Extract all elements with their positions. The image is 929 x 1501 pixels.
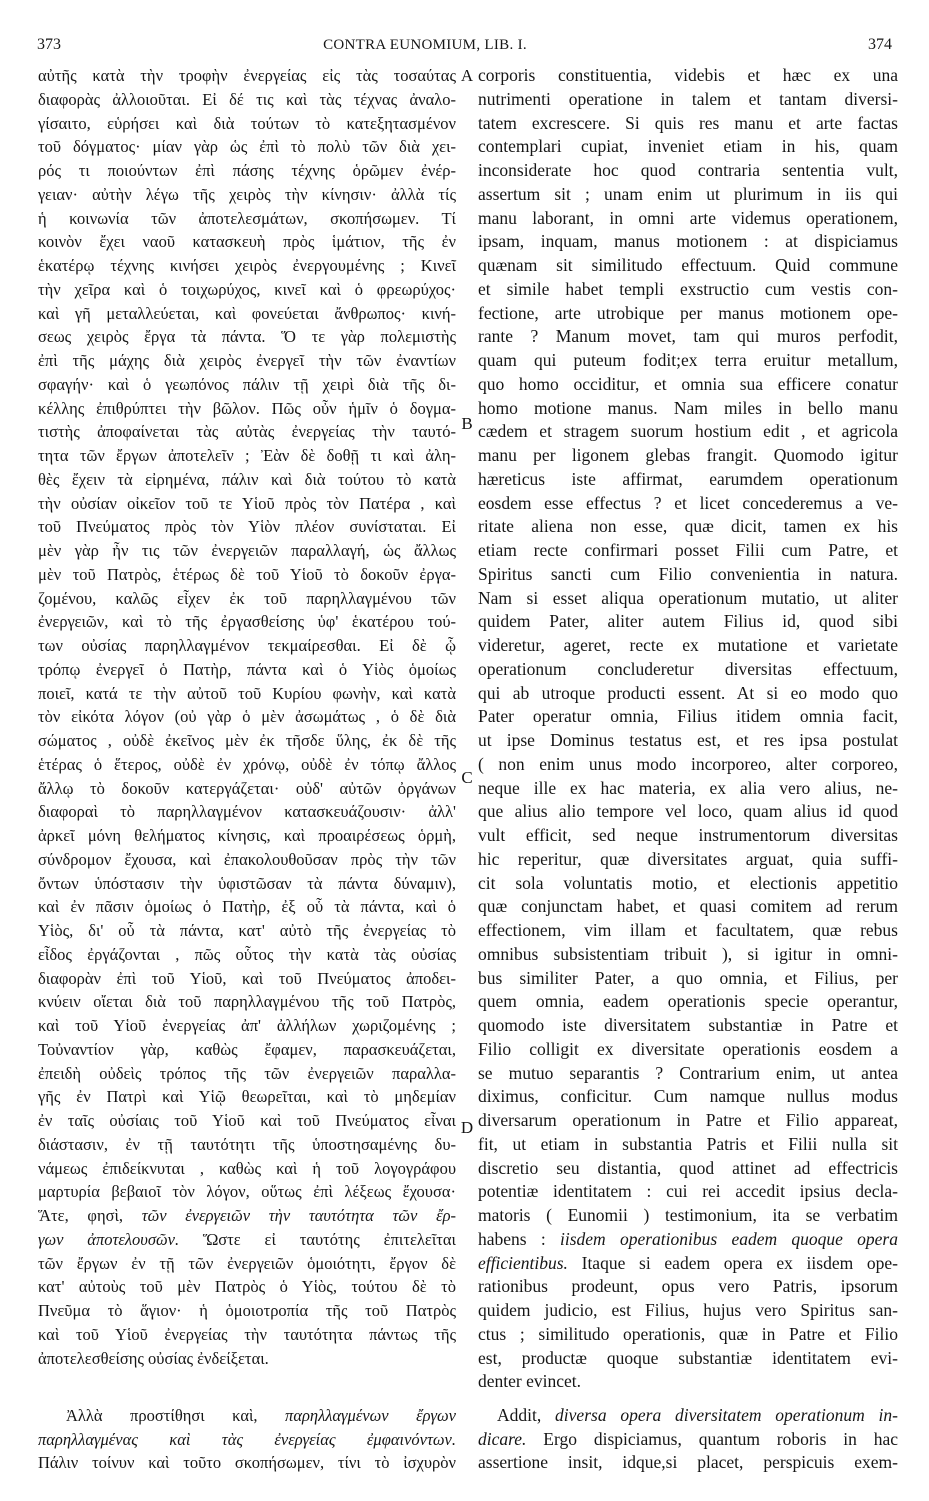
greek-text-line: τὴν οὐσίαν οἰκεῖον τοῦ τε Υἱοῦ πρὸς τὸν Πατέρα , καὶ (38, 493, 456, 513)
latin-text-line: se mutuo separantis ? Contrarium enim, ut antea (478, 1062, 898, 1083)
latin-text-line: contemplari cupiat, inveniet etiam in his, quam (478, 136, 898, 157)
latin-text-line: ut ipse Dominus testatus est, et res ipsa postulat (478, 730, 898, 750)
italic-segment: iisdem operationibus eadem quoque opera (560, 1228, 898, 1249)
latin-text-line: qui ab utroque producti essent. At si eo modo quo (478, 682, 898, 703)
greek-text-line: ποιεῖ, κατά τε τὴν αὐτοῦ τοῦ Κυρίου φωνὴν, καὶ κατὰ (38, 683, 456, 703)
greek-text-line: νάμεως ἐπιδείκνυται , καθὼς καὶ ἡ τοῦ λογογράφου (38, 1158, 456, 1178)
italic-segment: τῶν ἐνεργειῶν τὴν ταυτότητα τῶν ἔρ- (141, 1206, 456, 1225)
latin-text-line: Nam si esset aliqua operationum mutatio, ut aliter (478, 587, 898, 608)
greek-text-line: ζομένου, καλῶς εἶχεν ἐκ τοῦ παρηλλαγμένου τῶν (38, 588, 456, 608)
latin-text-line: ctus ; similitudo operationis, quæ in Patre et Filio (478, 1323, 898, 1344)
latin-text-line: etiam recte confirmari posset Filii cum Patre, et (478, 540, 898, 560)
latin-text-line (478, 1252, 898, 1276)
greek-text-line: τητα τῶν ἔργων ἀποτελεῖν ; Ἐὰν δὲ δοθῇ τι καὶ ἀλη- (38, 446, 456, 465)
latin-text-line: cit sola voluntatis motio, et electionis appetitio (478, 872, 898, 893)
running-title: CONTRA EUNOMIUM, LIB. I. (323, 37, 527, 53)
latin-text-line: manu per ligonem glebas frangit. Quomodo igitur (478, 445, 898, 465)
greek-text-line: ἑτέρας ὁ ἕτερος, οὐδὲ ἐν χρόνῳ, οὐδὲ ἐν τόπῳ ἄλλος (38, 754, 456, 774)
latin-text-line: discretio seu distantia, quod attinet ad effectricis (478, 1157, 898, 1178)
greek-text-line (38, 1404, 456, 1428)
latin-text-line: inconsiderate hoc quod contraria sententia vult, (478, 160, 898, 180)
greek-text-line: ἡ κοινωνία τῶν ἀποτελεσμάτων, σκοπήσωμεν. Τί (38, 208, 456, 228)
greek-text-line: ἐπειδὴ οὐδεὶς τρόπος τῆς τῶν ἐνεργειῶν παραλλα- (38, 1063, 456, 1083)
text-segment: Ergo dispiciamus, quantum roboris in hac (526, 1428, 898, 1449)
page-number-left: 373 (37, 36, 61, 53)
italic-segment: παρηλλαγμένων ἔργων (285, 1406, 456, 1425)
latin-text-line (478, 1228, 898, 1252)
latin-paragraph (478, 64, 898, 1394)
greek-text-line: τοῦ Πνεύματος πρὸς τὸν Υἱὸν πλέον συνίσταται. Εἰ (38, 517, 456, 537)
greek-text-line: σεως χειρὸς ἔργα τὰ πάντα. Ὅ τε γὰρ πολεμιστὴς (38, 327, 456, 347)
greek-text-line: καὶ γῆ μεταλλεύεται, καὶ φονεύεται ἄνθρωπος· κινή- (38, 303, 456, 323)
greek-text-line: αὐτῆς κατὰ τὴν τροφὴν ἐνεργείας εἰς τὰς τοσαύτας (38, 66, 456, 85)
greek-text-line: σώματος , οὐδὲ ἐκεῖνος μὲν ἐκ τῆσδε ὕλης, ἐκ δὲ τῆς (38, 731, 456, 750)
latin-text-line: videretur, ageret, recte ex mutatione et varietate (478, 635, 898, 655)
latin-text-line: quænam sit similitudo effectuum. Quid commune (478, 255, 898, 275)
italic-segment: efficientibus. (478, 1252, 568, 1273)
text-segment: habens : (478, 1228, 560, 1249)
greek-text-line: γειαν· αὐτὴν λέγω τῆς χειρὸς τὴν κίνησιν· ἀλλὰ τίς (38, 184, 456, 204)
latin-text-line: et simile habet templi exstructio cum vestis con- (478, 278, 898, 299)
latin-text-line: rationibus prodeunt, opus vero Patris, ipsorum (478, 1276, 898, 1297)
latin-text-line: homo motione manus. Nam miles in bello manu (478, 397, 898, 418)
greek-text-line: σφαγήν· καὶ ὁ γεωπόνος πάλιν τῇ χειρὶ διὰ τῆς δι- (38, 374, 456, 394)
greek-paragraph (38, 64, 456, 1370)
latin-text-line: Spiritus sancti cum Filio convenientia in natura. (478, 563, 898, 584)
greek-text-line: θὲς ἔχειν τὰ εἰρημένα, πάλιν καὶ διὰ τούτου τὸ κατὰ (38, 469, 456, 489)
greek-text-line: διαφορὰν ἐπὶ τοῦ Υἱοῦ, καὶ τοῦ Πνεύματος ἀποδει- (38, 968, 456, 988)
greek-text-line: διαφορὰς ἀλλοιοῦται. Εἰ δέ τις καὶ τὰς τέχνας ἀναλο- (38, 89, 456, 109)
latin-text-line: cædem et stragem suorum hostium edit , et agricola (478, 421, 898, 442)
greek-text-line: τῶν ἔργων ἐν τῇ τῶν ἐνεργειῶν ὁμοιότητι, ἔργον δὲ (38, 1253, 456, 1273)
latin-text-line: quidem judicio, est Filius, hujus vero Spiritus san- (478, 1300, 898, 1320)
latin-text-line: tatem excrescere. Si quis res manu et arte factas (478, 112, 898, 133)
latin-text-line: ritate aliena non esse, quæ dicit, tamen ex his (478, 516, 898, 537)
latin-text-line: manu laborant, in omni arte videmus operationem, (478, 207, 898, 228)
greek-text-line: ρός τι ποιούντων ἐπὶ πάσης τέχνης ὁρῶμεν ἐνέρ- (38, 161, 456, 180)
greek-text-line: μὲν τοῦ Πατρὸς, ἑτέρως δὲ τοῦ Υἱοῦ τὸ δοκοῦν ἐργα- (38, 564, 456, 584)
greek-text-line (38, 1204, 456, 1228)
latin-text-line: Filio colligit ex diversitate operationis eosdem a (478, 1038, 898, 1059)
latin-text-line: eosdem esse effectus ? et licet concederemus a ve- (478, 492, 898, 513)
greek-text-line: κοινὸν ἔχει ναοῦ κατασκευὴ πρὸς ἱμάτιον, τῆς ἐν (38, 232, 456, 252)
greek-text-line: ἀρκεῖ μόνη θελήματος κίνησις, καὶ προαιρέσεως ὁρμὴ, (38, 826, 456, 845)
greek-text-line: των οὐσίας παρηλλαγμένον τεκμαίρεσθαι. Εἰ δὲ ᾧ (38, 636, 456, 655)
greek-text-line: ἐνεργειῶν, καὶ τὸ τῆς ἐργασθείσης ὑφ' ἑκατέρου τού- (38, 612, 456, 632)
greek-text-line: τρόπῳ ἐνεργεῖ ὁ Πατὴρ, πάντα καὶ ὁ Υἱὸς ὁμοίως (38, 659, 456, 679)
greek-text-line: Τοὐναντίον γὰρ, καθὼς ἔφαμεν, παρασκευάζεται, (38, 1039, 456, 1059)
greek-text-line: ὄντων ὑπόστασιν τὴν ὑφιστῶσαν τὰ πάντα δύναμιν), (38, 873, 456, 893)
italic-segment: παρηλλαγμένας καὶ τὰς ἐνεργείας ἐμφαινόντων. (38, 1429, 456, 1449)
greek-text-line (38, 1428, 456, 1452)
latin-text-line: hic reperitur, quæ diversitates arguat, quia suffi- (478, 848, 898, 869)
greek-text-line: ἐν ταῖς οὐσίαις τοῦ Υἱοῦ καὶ τοῦ Πνεύματος εἶναι (38, 1111, 456, 1130)
greek-text-line: ἐπὶ τῆς μάχης διὰ χειρὸς ἐνεργεῖ τὴν τῶν ἐναντίων (38, 351, 456, 370)
greek-text-line: καὶ τοῦ Υἱοῦ ἐνεργείας ἀπ' ἀλλήλων χωριζομένης ; (38, 1016, 456, 1035)
latin-text-line: nutrimenti operatione in talem et tantam diversi- (478, 88, 898, 109)
greek-text-line: εἶδος ἐργάζονται , πῶς οὗτος τὴν κατὰ τὰς οὐσίας (38, 944, 456, 964)
greek-text-line: καὶ τοῦ Υἱοῦ ἐνεργείας τὴν ταυτότητα πάντως τῆς (38, 1324, 456, 1344)
greek-text-line: Πνεῦμα τὸ ἅγιον· ἡ ὁμοιοτροπία τῆς τοῦ Πατρὸς (38, 1301, 456, 1320)
greek-text-line: τοῦ δόγματος· μίαν γὰρ ὡς ἐπὶ τὸ πολὺ τῶν διὰ χει- (38, 137, 456, 157)
greek-text-line: μὲν γὰρ ἦν τις τῶν ἐνεργειῶν παραλλαγή, ὡς ἄλλως (38, 541, 456, 560)
greek-text-line: γίσαιτο, εὑρήσει καὶ διὰ τούτων τὸ κατεξητασμένον (38, 113, 456, 133)
latin-text-line (478, 1404, 898, 1428)
margin-letter-a: A (460, 66, 474, 85)
latin-text-line: ( non enim unus modo incorporeo, alter corporeo, (478, 753, 898, 774)
latin-text-line: vult efficit, sed neque instrumentorum diversitas (478, 825, 898, 845)
latin-text-line: quem omnia, eadem operationis specie operantur, (478, 991, 898, 1012)
italic-segment: γων ἀποτελουσῶν. (38, 1229, 180, 1249)
latin-paragraph (478, 1404, 898, 1475)
latin-text-line: diximus, conficitur. Cum namque nullus modus (478, 1086, 898, 1107)
greek-text-line: μαρτυρία βεβαιοῖ τὸν λόγον, οὕτως ἐπὶ λέξεως ἔχουσα· (38, 1182, 456, 1202)
greek-text-line: Πάλιν τοίνυν καὶ τοῦτο σκοπήσωμεν, τίνι τὸ ἰσχυρὸν (38, 1453, 456, 1472)
greek-text-line: κατ' αὐτοὺς τοῦ μὲν Πατρὸς ὁ Υἱὸς, τούτου δὲ τὸ (38, 1277, 456, 1297)
greek-text-line: κνύειν οἴεται διὰ τοῦ παρηλλαγμένου τῆς τοῦ Πατρὸς, (38, 992, 456, 1012)
latin-text-line: assertione insit, idque,si placet, perspicuis exem- (478, 1452, 898, 1472)
latin-text-line: bus similiter Pater, a quo omnia, et Filius, per (478, 967, 898, 988)
latin-text-line: effectionem, vim illam et facultatem, quæ rebus (478, 920, 898, 940)
greek-text-line: ἑκατέρῳ τέχνης κινήσει χειρὸς ἐνεργουμένης ; Κινεῖ (38, 256, 456, 275)
page-number-right: 374 (868, 36, 892, 53)
latin-text-line: ipsam, inquam, manus motionem : at dispiciamus (478, 231, 898, 252)
latin-text-line: denter evincet. (478, 1371, 582, 1392)
latin-text-line: diversarum operationum in Patre et Filio appareat, (478, 1110, 898, 1130)
italic-segment: dicare. (478, 1428, 527, 1449)
text-segment: Itaque si eadem opera ex iisdem ope- (567, 1252, 898, 1273)
greek-text-line: Υἱὸς, δι' οὗ τὰ πάντα, κατ' αὐτὸ τῆς ἐνεργείας τὸ (38, 921, 456, 940)
latin-text-line: quidem Pater, aliter autem Filius id, quod sibi (478, 611, 898, 632)
text-segment: Ὥστε εἰ ταυτότης ἐπιτελεῖται (179, 1229, 456, 1249)
margin-letter-b: B (461, 414, 473, 433)
greek-text-line: γῆς ἐν Πατρὶ καὶ Υἱῷ θεωρεῖται, καὶ τὸ μηδεμίαν (38, 1087, 456, 1107)
latin-text-line: Pater operatur omnia, Filius itidem omnia facit, (478, 706, 898, 727)
latin-text-line: operationum concluderetur diversitas effectuum, (478, 658, 898, 679)
latin-text-line: potentiæ identitatem : cui rei accedit ipsius decla- (478, 1181, 898, 1202)
margin-letter-d: D (460, 1118, 474, 1137)
latin-text-line: quomodo iste diversitatem substantiæ in Patre et (478, 1015, 898, 1035)
greek-column (38, 0, 456, 1501)
latin-column (478, 0, 898, 1501)
greek-text-line: διάστασιν, ἐν τῇ ταυτότητι τῆς ὑποστησαμένης δυ- (38, 1134, 456, 1154)
latin-text-line: quo homo occiditur, et omnia sua efficere conatur (478, 373, 898, 394)
latin-text-line: omnibus subsistentiam tribuit ), si igitur in omni- (478, 943, 898, 964)
italic-segment: diversa opera diversitatem operationum in- (555, 1405, 898, 1425)
latin-text-line: rante ? Manum movet, tam qui muros perfodit, (478, 326, 898, 347)
greek-text-line: ἀποτελεσθείσης οὐσίας ἐνδείξεται. (38, 1348, 269, 1368)
greek-text-line: ἄλλῳ τὸ δοκοῦν κατεργάζεται· οὐδ' αὐτῶν ὀργάνων (38, 778, 456, 798)
greek-text-line: καὶ ἐν πᾶσιν ὁμοίως ὁ Πατὴρ, ἐξ οὗ τὰ πάντα, καὶ ὁ (38, 897, 456, 917)
greek-paragraph (38, 1404, 456, 1475)
latin-text-line: quæ conjunctam habet, et quasi comitem ad rerum (478, 896, 898, 917)
latin-text-line: que alius alio tempore vel loco, quam alius id quod (478, 801, 898, 822)
latin-text-line: neque ille ex hac materia, ex alia vero alius, ne- (478, 777, 898, 798)
latin-text-line: corporis constituentia, videbis et hæc ex una (478, 65, 898, 85)
latin-text-line: hæreticus iste affirmat, earumdem operationum (478, 468, 898, 489)
text-segment: Ἅτε, φησὶ, (38, 1206, 142, 1225)
text-segment: Addit, (497, 1405, 556, 1425)
greek-text-line: διαφοραὶ τὸ παρηλλαγμένον κατασκευάζουσιν· ἀλλ' (38, 802, 456, 822)
greek-text-line (38, 1228, 456, 1252)
latin-text-line: matoris ( Eunomii ) testimonium, ita se verbatim (478, 1205, 898, 1225)
greek-text-line: τὴν χεῖρα καὶ ὁ τοιχωρύχος, κινεῖ καὶ ὁ φρεωρύχος· (38, 279, 456, 299)
latin-text-line: fit, ut etiam in substantia Patris et Filii nulla sit (478, 1133, 898, 1154)
latin-text-line: quam qui puteum fodit;ex terra eruitur metallum, (478, 350, 898, 370)
margin-letter-c: C (461, 768, 473, 787)
latin-text-line (478, 1428, 898, 1452)
latin-text-line: fectione, arte utrobique per manus motionem ope- (478, 302, 898, 323)
greek-text-line: τιστὴς ἀποφαίνεται τὰς αὐτὰς ἐνεργείας τὴν ταυτό- (38, 422, 456, 442)
greek-text-line: κέλλης ἐπιθρύπτει τὴν βῶλον. Πῶς οὖν ἡμῖν ὁ δογμα- (38, 398, 456, 418)
greek-text-line: σύνδρομον ἔχουσα, καὶ ἐπακολουθοῦσαν πρὸς τὴν τῶν (38, 849, 456, 869)
text-segment: Ἀλλὰ προστίθησι καὶ, (66, 1406, 286, 1425)
latin-text-line: assertum sit ; unam enim ut plurimum in iis qui (478, 183, 898, 204)
latin-text-line: est, productæ quoque substantiæ identitatem evi- (478, 1347, 898, 1368)
greek-text-line: τὸν εἰκότα λόγον (οὐ γὰρ ὁ μὲν ἀσωμάτως , ὁ δὲ διὰ (38, 707, 456, 727)
